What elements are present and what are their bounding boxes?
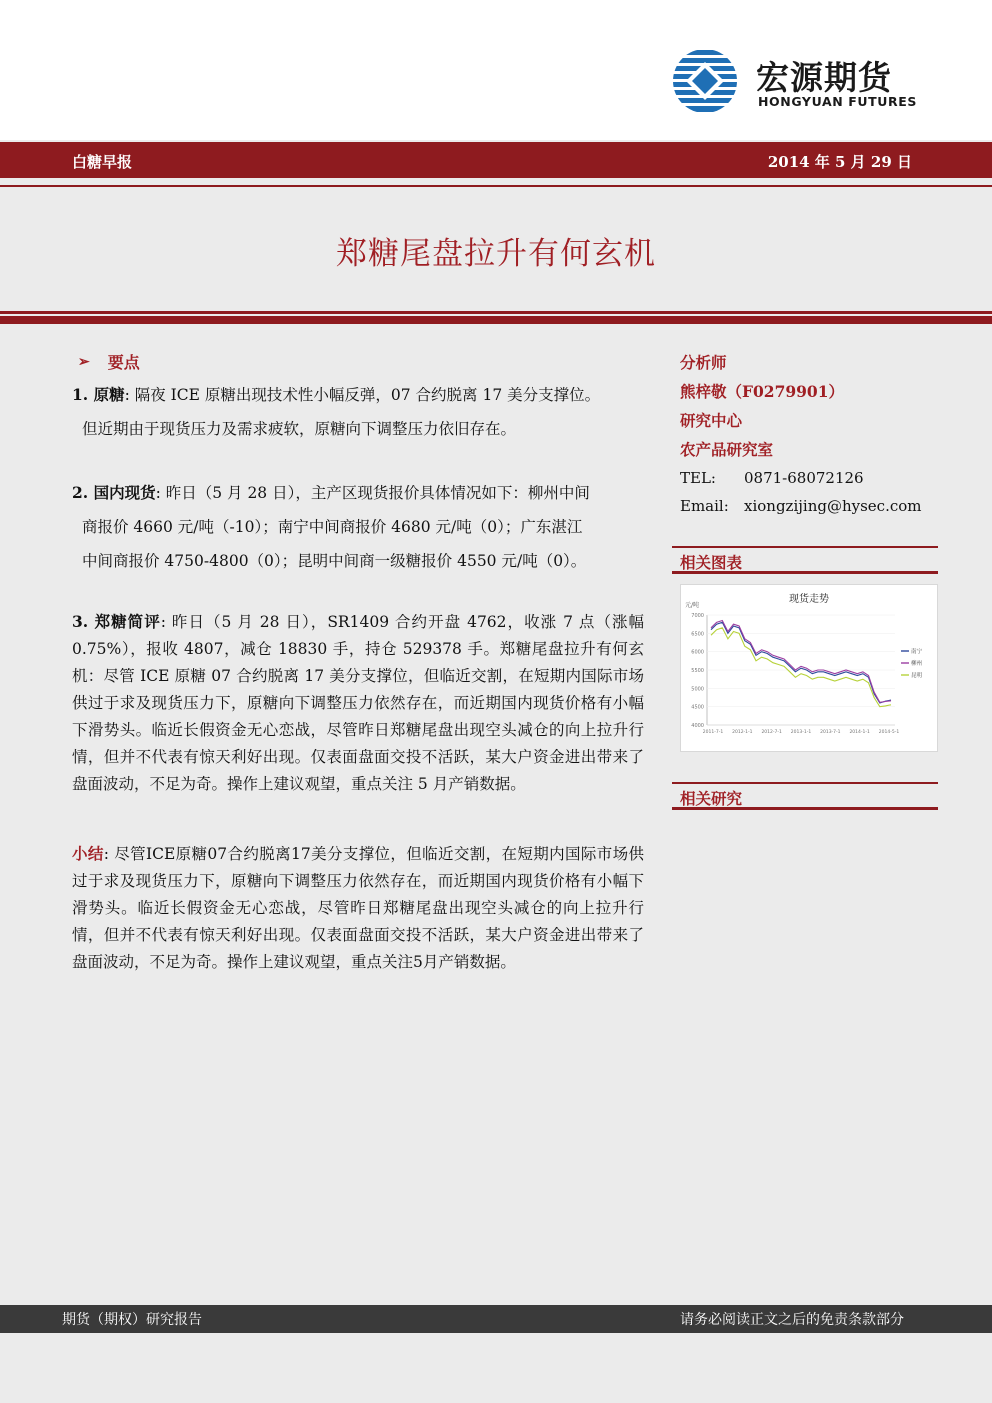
paragraph-summary [72,840,644,976]
chart-title: 现货走势 [789,594,829,605]
page-title: 郑糖尾盘拉升有何玄机 [336,236,656,272]
domestic-spot-text-1: : 昨日（5 月 28 日），主产区现货报价具体情况如下：柳州中间 [155,484,590,502]
chart-x-tick-label: 2012-1-1 [732,730,753,735]
tel-row [680,464,938,492]
related-charts-heading [672,546,938,574]
chart-legend-label-1: 柳州 [911,661,923,667]
chart-x-tick-label: 2013-7-1 [820,730,841,735]
title-divider-thick [0,316,992,324]
chart-y-tick-label: 7000 [691,613,704,619]
chart-x-tick-label: 2012-7-1 [761,730,782,735]
arrow-bullet-icon: ➢ [78,353,90,370]
spot-price-chart [680,584,938,752]
chart-legend-label-0: 南宁 [911,649,923,655]
chart-legend-label-2: 昆明 [911,673,923,679]
tel-value: 0871-68072126 [744,469,864,487]
footer-bar [0,1305,992,1333]
domestic-spot-text-3: 中间商报价 4750-4800（0）；昆明中间商一级糖报价 4550 元/吨（0）。 [82,552,587,570]
footer-disclaimer-note: 请务必阅读正文之后的免责条款部分 [680,1312,904,1328]
report-type: 白糖早报 [72,153,133,171]
brand-name-en: HONGYUAN FUTURES [758,94,917,109]
chart-x-tick-label: 2014-5-1 [878,730,900,735]
zhengzhou-review-text: : 昨日（5 月 28 日），SR1409 合约开盘 4762，收涨 7 点（涨幅 0.75%），报收 4807，减仓 18830 手，持仓 529378 手。郑糖尾盘拉升有何玄机：尽管 ICE 原糖 07 合约脱离 17 美分支撑位，但临近交割，在短期内国际市场供过于求及现货压力下，原糖向下调整压力依然存在，而近期国内现货价格有小幅下滑势头。临近长假资金无心恋战，尽管昨日郑糖尾盘出现空头减仓的向上拉升行情，但并不代表有惊天利好出现。仅表面盘面交投不活跃，某大户资金进出带来了盘面波动，不足为奇。操作上建议观望，重点关注 5 月产销数据。 [72,613,644,793]
paragraph-raw-sugar [72,378,644,446]
header-divider [0,185,992,187]
dept-research-center: 研究中心 [680,411,743,430]
sidebar [680,348,938,520]
raw-sugar-label: 1. 原糖 [72,385,125,404]
key-points-heading [78,350,644,374]
zhengzhou-review-label: 3. 郑糖简评 [72,612,161,631]
brand-logo [672,48,922,118]
raw-sugar-text-1: : 隔夜 ICE 原糖出现技术性小幅反弹，07 合约脱离 17 美分支撑位。 [124,386,601,404]
paragraph-domestic-spot [72,476,644,578]
chart-y-tick-label: 5000 [691,686,704,693]
footer-report-type: 期货（期权）研究报告 [62,1312,202,1328]
paragraph-zhengzhou-review [72,608,644,798]
chart-y-tick-label: 4500 [691,704,704,711]
tel-label: TEL: [680,469,716,487]
chart-series-line-0 [711,622,891,703]
raw-sugar-text-2: 但近期由于现货压力及需求疲软，原糖向下调整压力依旧存在。 [82,420,517,438]
title-divider-thin [0,311,992,314]
chart-y-tick-label: 5500 [691,668,704,674]
summary-text: : 尽管ICE原糖07合约脱离17美分支撑位，但临近交割，在短期内国际市场供过于求及现货压力下，原糖向下调整压力依然存在，而近期国内现货价格有小幅下滑势头。临近长假资金无心恋战，尽管昨日郑糖尾盘出现空头减仓的向上拉升行情，但并不代表有惊天利好出现。仅表面盘面交投不活跃，某大户资金进出带来了盘面波动，不足为奇。操作上建议观望，重点关注5月产销数据。 [72,845,644,971]
domestic-spot-text-2: 商报价 4660 元/吨（-10）；南宁中间商报价 4680 元/吨（0）；广东湛江 [82,518,583,536]
brand-name-cn: 宏源期货 [756,58,892,97]
chart-y-tick-label: 4000 [691,723,704,729]
analyst-label: 分析师 [680,353,727,372]
key-points-label: 要点 [107,352,140,372]
analyst-name: 熊梓敬（F0279901） [680,382,844,401]
header-bar [0,142,992,178]
related-research-heading [672,782,938,810]
chart-x-tick-label: 2014-1-1 [849,730,870,735]
domestic-spot-label: 2. 国内现货 [72,483,156,502]
hongyuan-logo-icon [672,48,738,114]
chart-series-line-2 [711,628,891,707]
chart-y-tick-label: 6500 [691,631,704,638]
report-date: 2014 年 5 月 29 日 [767,153,912,171]
chart-y-axis-label: 元/吨 [685,602,700,609]
main-content [72,350,644,976]
summary-label: 小结 [72,844,104,863]
spot-price-chart-svg [681,585,937,751]
chart-x-tick-label: 2013-1-1 [790,730,812,735]
chart-x-tick-label: 2011-7-1 [702,730,724,735]
email-label: Email: [680,497,729,515]
dept-agri-research: 农产品研究室 [680,440,774,459]
email-row [680,492,938,520]
chart-y-tick-label: 6000 [691,649,704,656]
related-charts-label: 相关图表 [680,553,743,572]
related-research-label: 相关研究 [680,789,743,808]
email-value: xiongzijing@hysec.com [744,497,922,515]
